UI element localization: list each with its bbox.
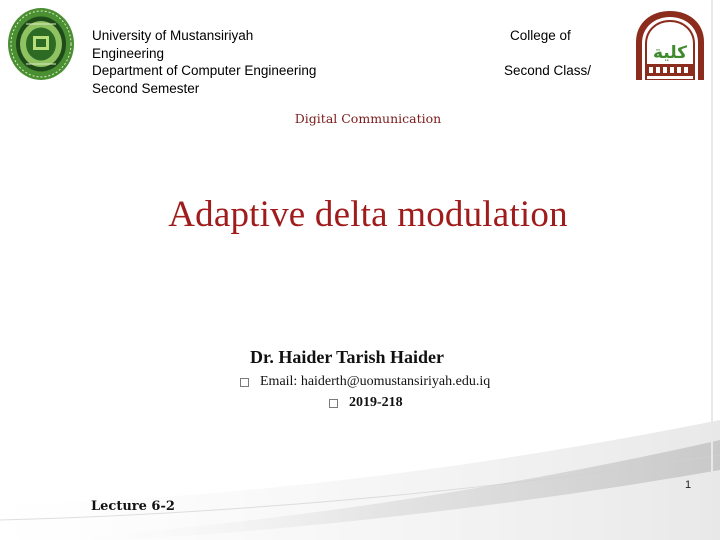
course-name: Digital Communication xyxy=(294,111,442,126)
bullet-square-icon xyxy=(240,378,249,387)
author-name: Dr. Haider Tarish Haider xyxy=(250,347,445,367)
header-semester: Second Semester xyxy=(92,80,200,96)
header-institution xyxy=(92,27,316,97)
email-text: Email: haiderth@uomustansiriyah.edu.iq xyxy=(260,374,491,389)
lecture-label: Lecture 6-2 xyxy=(91,499,175,514)
bullet-email xyxy=(240,374,490,390)
bullet-year xyxy=(329,395,403,411)
header-university: University of Mustansiriyah xyxy=(92,28,254,43)
college-logo-text: كلية xyxy=(652,43,688,63)
bullet-square-icon xyxy=(329,399,338,408)
header-department: Department of Computer Engineering xyxy=(92,63,317,78)
university-seal-icon xyxy=(6,6,76,82)
page-number: 1 xyxy=(685,479,692,491)
year-text: 2019-218 xyxy=(349,395,403,410)
college-logo-icon xyxy=(630,8,710,80)
header-college: College of xyxy=(510,28,571,43)
slide-title: Adaptive delta modulation xyxy=(168,194,568,235)
header-class: Second Class/ xyxy=(504,63,592,78)
header-engineering: Engineering xyxy=(92,45,165,61)
